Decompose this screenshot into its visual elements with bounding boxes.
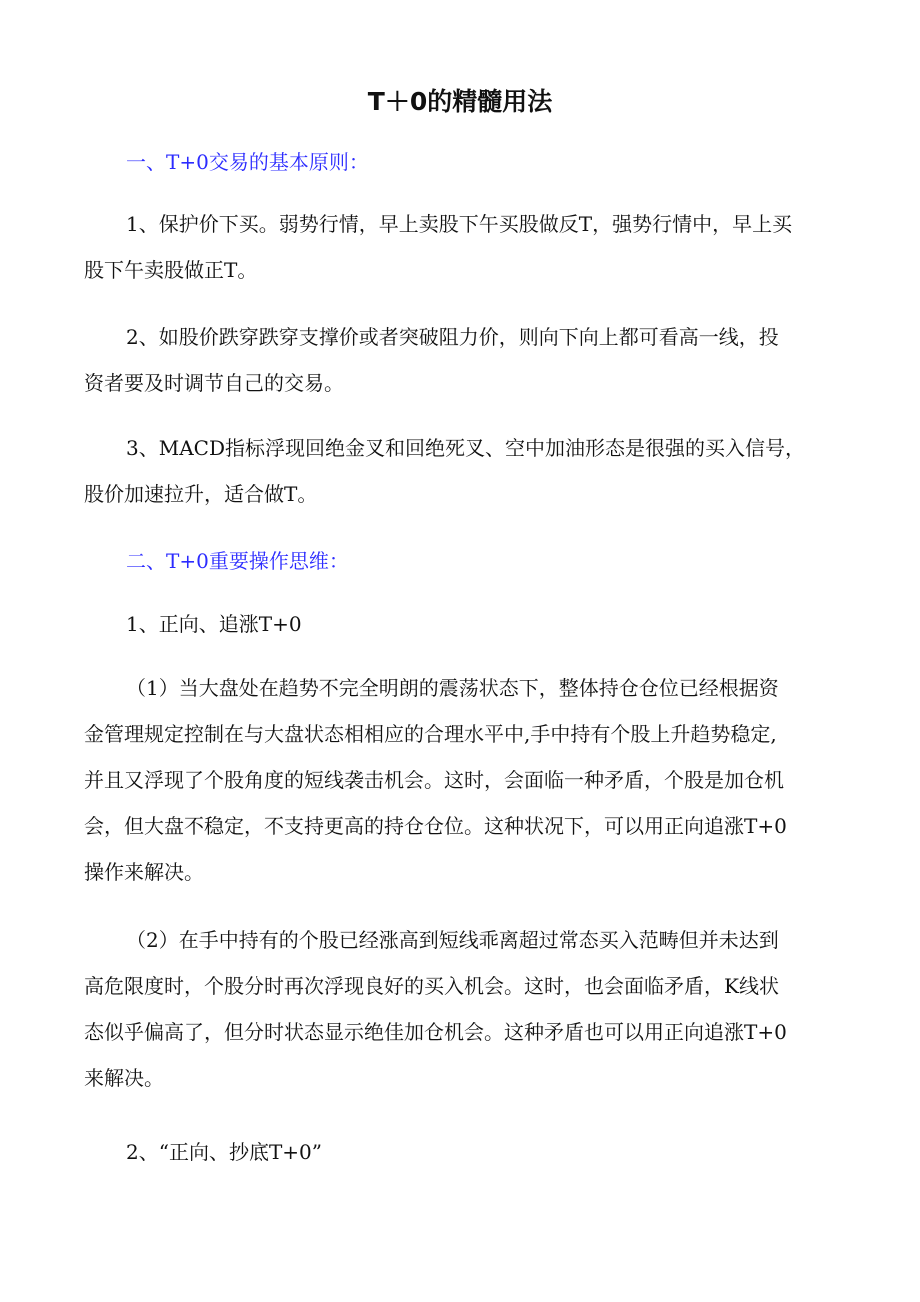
paragraph-line: 2、如股价跌穿跌穿支撑价或者突破阻力价，则向下向上都可看高一线，投	[126, 325, 779, 349]
paragraph-line: 操作来解决。	[84, 860, 204, 884]
page-title: T＋0的精髓用法	[367, 87, 553, 116]
paragraph-line: （2）在手中持有的个股已经涨高到短线乖离超过常态买入范畴但并未达到	[126, 928, 779, 952]
paragraph-line: 金管理规定控制在与大盘状态相相应的合理水平中,手中持有个股上升趋势稳定,	[84, 722, 777, 746]
principle-3	[84, 425, 840, 517]
paragraph-line: 3、MACD指标浮现回绝金叉和回绝死叉、空中加油形态是很强的买入信号，	[126, 436, 805, 460]
paragraph-line: 来解决。	[84, 1066, 164, 1090]
paragraph-line: 会，但大盘不稳定，不支持更高的持仓仓位。这种状况下，可以用正向追涨T+0	[84, 814, 787, 838]
principle-1	[84, 201, 840, 293]
principle-2	[84, 314, 840, 406]
section-heading-2	[84, 538, 840, 584]
paragraph-line: （1）当大盘处在趋势不完全明朗的震荡状态下，整体持仓仓位已经根据资	[126, 676, 779, 700]
paragraph-line: 态似乎偏高了，但分时状态显示绝佳加仓机会。这种矛盾也可以用正向追涨T+0	[84, 1020, 787, 1044]
subheading-2	[84, 1129, 840, 1175]
paragraph-line: 1、保护价下买。弱势行情，早上卖股下午买股做反T，强势行情中，早上买	[126, 212, 793, 236]
paragraph-line: 资者要及时调节自己的交易。	[84, 371, 344, 395]
heading-text: 一、T+0交易的基本原则：	[126, 150, 369, 174]
subheading-text: 2、“正向、抄底T+0”	[126, 1140, 322, 1164]
subheading-1	[84, 601, 840, 647]
heading-text: 二、T+0重要操作思维：	[126, 549, 349, 573]
paragraph-1	[84, 665, 840, 895]
subheading-text: 1、正向、追涨T+0	[126, 612, 302, 636]
section-heading-1	[84, 139, 840, 185]
paragraph-line: 高危限度时，个股分时再次浮现良好的买入机会。这时，也会面临矛盾，K线状	[84, 974, 779, 998]
paragraph-line: 股下午卖股做正T。	[84, 258, 258, 282]
paragraph-line: 股价加速拉升，适合做T。	[84, 482, 318, 506]
paragraph-line: 并且又浮现了个股角度的短线袭击机会。这时，会面临一种矛盾，个股是加仓机	[84, 768, 784, 792]
paragraph-2	[84, 917, 840, 1101]
